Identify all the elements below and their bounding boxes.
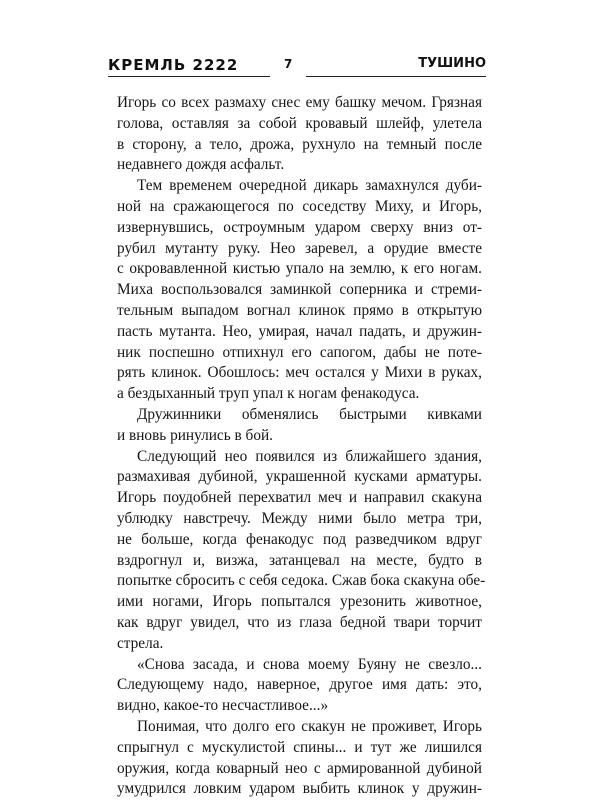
text-line: оружия, когда коварный нео с армированной дубиной: [117, 759, 482, 777]
text-line: Понимая, что долго его скакун не проживет, Игорь: [137, 717, 482, 735]
text-line: попытке сбросить с себя седока. Сжав бока скакуна обе-: [117, 572, 486, 590]
header-rule-left: [108, 76, 270, 77]
text-line: видно, какое-то несчастливое...»: [117, 697, 329, 715]
text-line: спрыгнул с мускулистой спины... и тут же лишился: [117, 738, 482, 756]
text-line: а бездыханный труп упал к ногам фенакодуса.: [117, 385, 420, 403]
text-line: размахивая дубиной, украшенной кусками арматуры.: [117, 468, 482, 486]
text-line: недавнего дождя асфальт.: [117, 156, 285, 174]
chapter-title: ТУШИНО: [418, 56, 486, 71]
text-line: ими ногами, Игорь попытался урезонить животное,: [117, 593, 482, 611]
text-line: Игорь со всех размаху снес ему башку мечом. Грязная: [117, 94, 482, 111]
text-line: ублюдку навстречу. Между ними было метра три,: [117, 509, 482, 527]
text-line: в сторону, а тело, дрожа, рухнуло на темный после: [117, 135, 482, 153]
text-line: Следующему надо, наверное, другое имя дать: это,: [117, 676, 482, 694]
header-rule-right: [306, 76, 486, 77]
text-line: голова, оставляя за собой кровавый шлейф, улетела: [117, 114, 482, 132]
text-line: пасть мутанта. Нео, умирая, начал падать, и дружин-: [117, 322, 482, 340]
text-line: рубил мутанту руку. Нео заревел, а орудие вместе: [117, 239, 482, 257]
series-title: КРЕМЛЬ 2222: [108, 56, 239, 74]
body-text: [117, 93, 486, 800]
text-line: с окровавленной кистью упало на землю, к его ногам.: [117, 260, 482, 278]
text-line: стрела.: [117, 634, 164, 652]
text-line: Следующий нео появился из ближайшего здания,: [137, 447, 482, 465]
text-line: Дружинники обменялись быстрыми кивками: [137, 405, 482, 423]
text-line: вздрогнул и, визжа, затанцевал на месте, будто в: [117, 551, 482, 569]
text-line: «Снова засада, и снова моему Буяну не свезло...: [137, 655, 482, 673]
text-line: как вдруг увидел, что из глаза бедной твари торчит: [117, 613, 482, 631]
text-line: не больше, когда фенакодус под разведчиком вдруг: [117, 530, 482, 548]
text-line: ник поспешно отпихнул его сапогом, дабы не поте-: [117, 343, 482, 361]
text-line: Тем временем очередной дикарь замахнулся дуби-: [137, 177, 482, 195]
text-line: Игорь поудобней перехватил меч и направил скакуна: [117, 489, 482, 507]
text-line: тельным выпадом вогнал клинок прямо в открытую: [117, 301, 482, 319]
text-line: ной на сражающегося по соседству Миху, и Игорь,: [117, 197, 482, 215]
text-line: и вновь ринулись в бой.: [117, 426, 273, 444]
text-line: рять клинок. Обошлось: меч остался у Михи в руках,: [117, 364, 482, 382]
page-number: 7: [284, 57, 293, 71]
text-line: извернувшись, остроумным ударом сверху вниз от-: [117, 218, 482, 236]
text-line: Миха воспользовался заминкой соперника и стреми-: [117, 281, 482, 299]
text-line: умудрился ловким ударом выбить клинок у дружин-: [117, 780, 482, 798]
running-header: [108, 56, 486, 80]
